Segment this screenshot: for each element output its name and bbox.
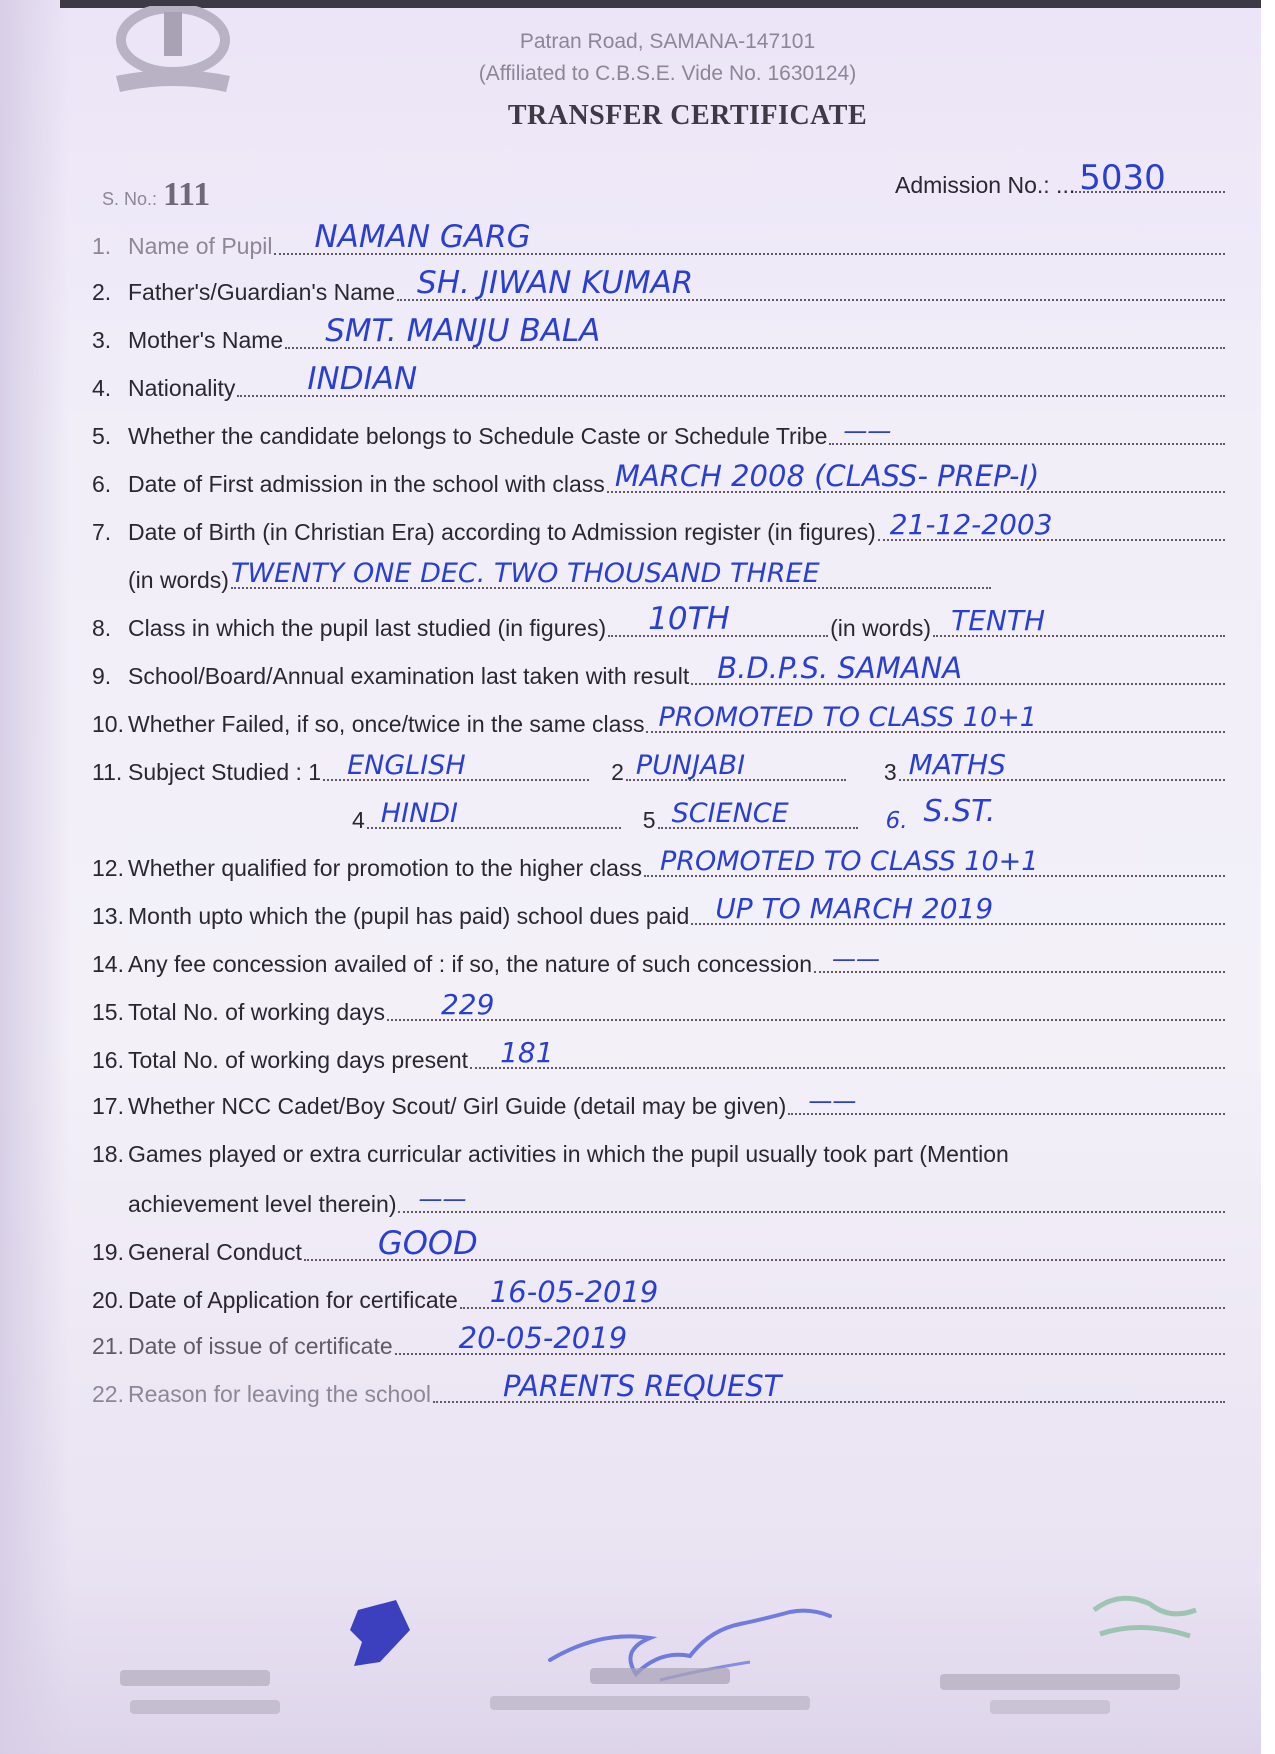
field-value: —— (808, 1087, 857, 1115)
field-row-10 (92, 704, 1227, 738)
field-number: 4. (92, 375, 112, 401)
field-value: TENTH (951, 604, 1045, 637)
field-label: Date of First admission in the school with class (128, 471, 605, 497)
field-value: MATHS (908, 748, 1006, 781)
admission-number (895, 158, 1225, 199)
field-value: SMT. MANJU BALA (325, 313, 601, 349)
field-label: Total No. of working days (128, 999, 385, 1025)
field-number: 11. (92, 759, 123, 785)
field-value: S.ST. (923, 794, 996, 829)
field-value: 181 (500, 1036, 554, 1069)
field-row-12 (92, 848, 1227, 882)
field-label: Date of issue of certificate (128, 1333, 393, 1359)
field-label: Subject Studied : 1 (128, 759, 322, 785)
field-label: 2 (611, 759, 624, 785)
serial-label: S. No.: (102, 189, 158, 209)
field-row-18 (92, 1134, 1227, 1168)
field-number: 5. (92, 423, 112, 449)
field-number: 7. (92, 519, 112, 545)
field-row-8 (92, 601, 1227, 642)
field-value: NAMAN GARG (314, 219, 531, 255)
field-label: (in words) (830, 615, 932, 641)
field-row-4 (92, 361, 1227, 402)
field-row-11-cont (92, 794, 1227, 834)
field-row-2 (92, 265, 1227, 306)
field-value: B.D.P.S. SAMANA (717, 651, 963, 685)
field-label: Month upto which the (pupil has paid) school dues paid (128, 903, 690, 929)
field-row-16 (92, 1036, 1227, 1074)
field-value: 21-12-2003 (889, 508, 1053, 541)
field-label: Mother's Name (128, 327, 284, 353)
field-label: Class in which the pupil last studied (in figures) (128, 615, 607, 641)
field-label: Nationality (128, 375, 236, 401)
office-stamp-icon (1080, 1580, 1210, 1670)
field-number: 22. (92, 1381, 124, 1407)
field-label: 5 (642, 807, 656, 833)
field-label: (in words) (128, 567, 229, 593)
field-number: 10. (92, 711, 124, 737)
field-value: 229 (440, 988, 495, 1021)
field-number: 1. (92, 233, 112, 259)
field-row-14 (92, 944, 1227, 978)
field-number: 19. (92, 1239, 124, 1265)
field-number: 6. (92, 471, 112, 497)
field-value: 16-05-2019 (489, 1275, 659, 1309)
field-value: ENGLISH (347, 750, 466, 781)
field-number: 21. (92, 1333, 124, 1359)
field-number: 18. (92, 1141, 124, 1167)
field-label: Whether NCC Cadet/Boy Scout/ Girl Guide (detail may be given) (128, 1093, 787, 1119)
serial-value: 111 (163, 176, 211, 213)
field-row-21 (92, 1321, 1227, 1360)
field-number: 17. (92, 1093, 124, 1119)
field-label: Name of Pupil (128, 233, 273, 259)
field-label: achievement level therein) (128, 1191, 397, 1217)
field-label: 6. (885, 808, 908, 834)
field-label: 4 (352, 807, 365, 833)
field-label: Whether Failed, if so, once/twice in the same class (128, 711, 645, 737)
admission-value: 5030 (1079, 158, 1166, 198)
field-value: PARENTS REQUEST (503, 1369, 782, 1403)
field-row-5 (92, 416, 1227, 450)
field-number: 13. (92, 903, 124, 929)
field-value: PUNJABI (635, 750, 746, 781)
field-row-20 (92, 1275, 1227, 1314)
field-label: Games played or extra curricular activities in which the pupil usually took part (Mention (128, 1141, 1009, 1167)
field-label: Date of Application for certificate (128, 1287, 458, 1313)
field-row-6 (92, 459, 1227, 498)
school-emblem-icon (106, 6, 240, 102)
field-row-7-words (92, 560, 1227, 594)
field-value: —— (843, 417, 892, 445)
faded-signature-footer-icon (110, 1660, 1210, 1750)
field-row-1 (92, 219, 1227, 260)
field-label: Total No. of working days present (128, 1047, 469, 1073)
affiliation-note: (Affiliated to C.B.S.E. Vide No. 1630124) (478, 62, 857, 85)
field-value: INDIAN (307, 361, 418, 397)
field-value: PROMOTED TO CLASS 10+1 (659, 846, 1039, 877)
field-row-9 (92, 651, 1227, 690)
field-value: SH. JIWAN KUMAR (417, 265, 694, 301)
field-label: Any fee concession availed of : if so, the nature of such concession (128, 951, 813, 977)
field-value: PROMOTED TO CLASS 10+1 (658, 702, 1037, 733)
field-number: 2. (92, 279, 112, 305)
field-number: 8. (92, 615, 112, 641)
school-address: Patran Road, SAMANA-147101 (519, 30, 816, 53)
field-value: TWENTY ONE DEC. TWO THOUSAND THREE (230, 558, 820, 589)
field-row-15 (92, 988, 1227, 1026)
field-label: Date of Birth (in Christian Era) according to Admission register (in figures) (128, 519, 876, 545)
field-number: 12. (92, 855, 124, 881)
field-value: 20-05-2019 (458, 1321, 628, 1355)
field-value: —— (832, 945, 881, 973)
field-value: HINDI (380, 798, 459, 829)
field-number: 15. (92, 999, 124, 1025)
field-row-13 (92, 892, 1227, 930)
field-label: Whether the candidate belongs to Schedule Caste or Schedule Tribe (128, 423, 828, 449)
field-row-17 (92, 1086, 1227, 1120)
field-value: —— (418, 1185, 467, 1213)
field-row-3 (92, 313, 1227, 354)
field-value: UP TO MARCH 2019 (715, 892, 994, 925)
field-label: Father's/Guardian's Name (128, 279, 396, 305)
field-label: Reason for leaving the school (128, 1381, 432, 1407)
field-value: 10TH (648, 601, 730, 637)
field-value: SCIENCE (671, 798, 789, 829)
serial-number (102, 176, 210, 214)
document-title: TRANSFER CERTIFICATE (507, 100, 868, 131)
field-number: 16. (92, 1047, 124, 1073)
scan-margin (1261, 0, 1275, 1754)
field-number: 20. (92, 1287, 124, 1313)
field-number: 9. (92, 663, 112, 689)
field-label: School/Board/Annual examination last taken with result (128, 663, 690, 689)
field-label: Whether qualified for promotion to the higher class (128, 855, 642, 881)
field-label: 3 (883, 759, 897, 785)
admission-label: Admission No.: ... (895, 172, 1076, 198)
field-row-11 (92, 748, 1227, 786)
field-row-7 (92, 508, 1227, 546)
field-row-22 (92, 1369, 1227, 1408)
field-value: GOOD (377, 1224, 478, 1262)
top-edge (60, 0, 1275, 8)
field-value: MARCH 2008 (CLASS- PREP-I) (614, 459, 1040, 493)
field-label: General Conduct (128, 1239, 302, 1265)
field-number: 3. (92, 327, 112, 353)
field-row-19 (92, 1224, 1227, 1266)
field-number: 14. (92, 951, 124, 977)
field-row-18-cont (92, 1184, 1227, 1218)
